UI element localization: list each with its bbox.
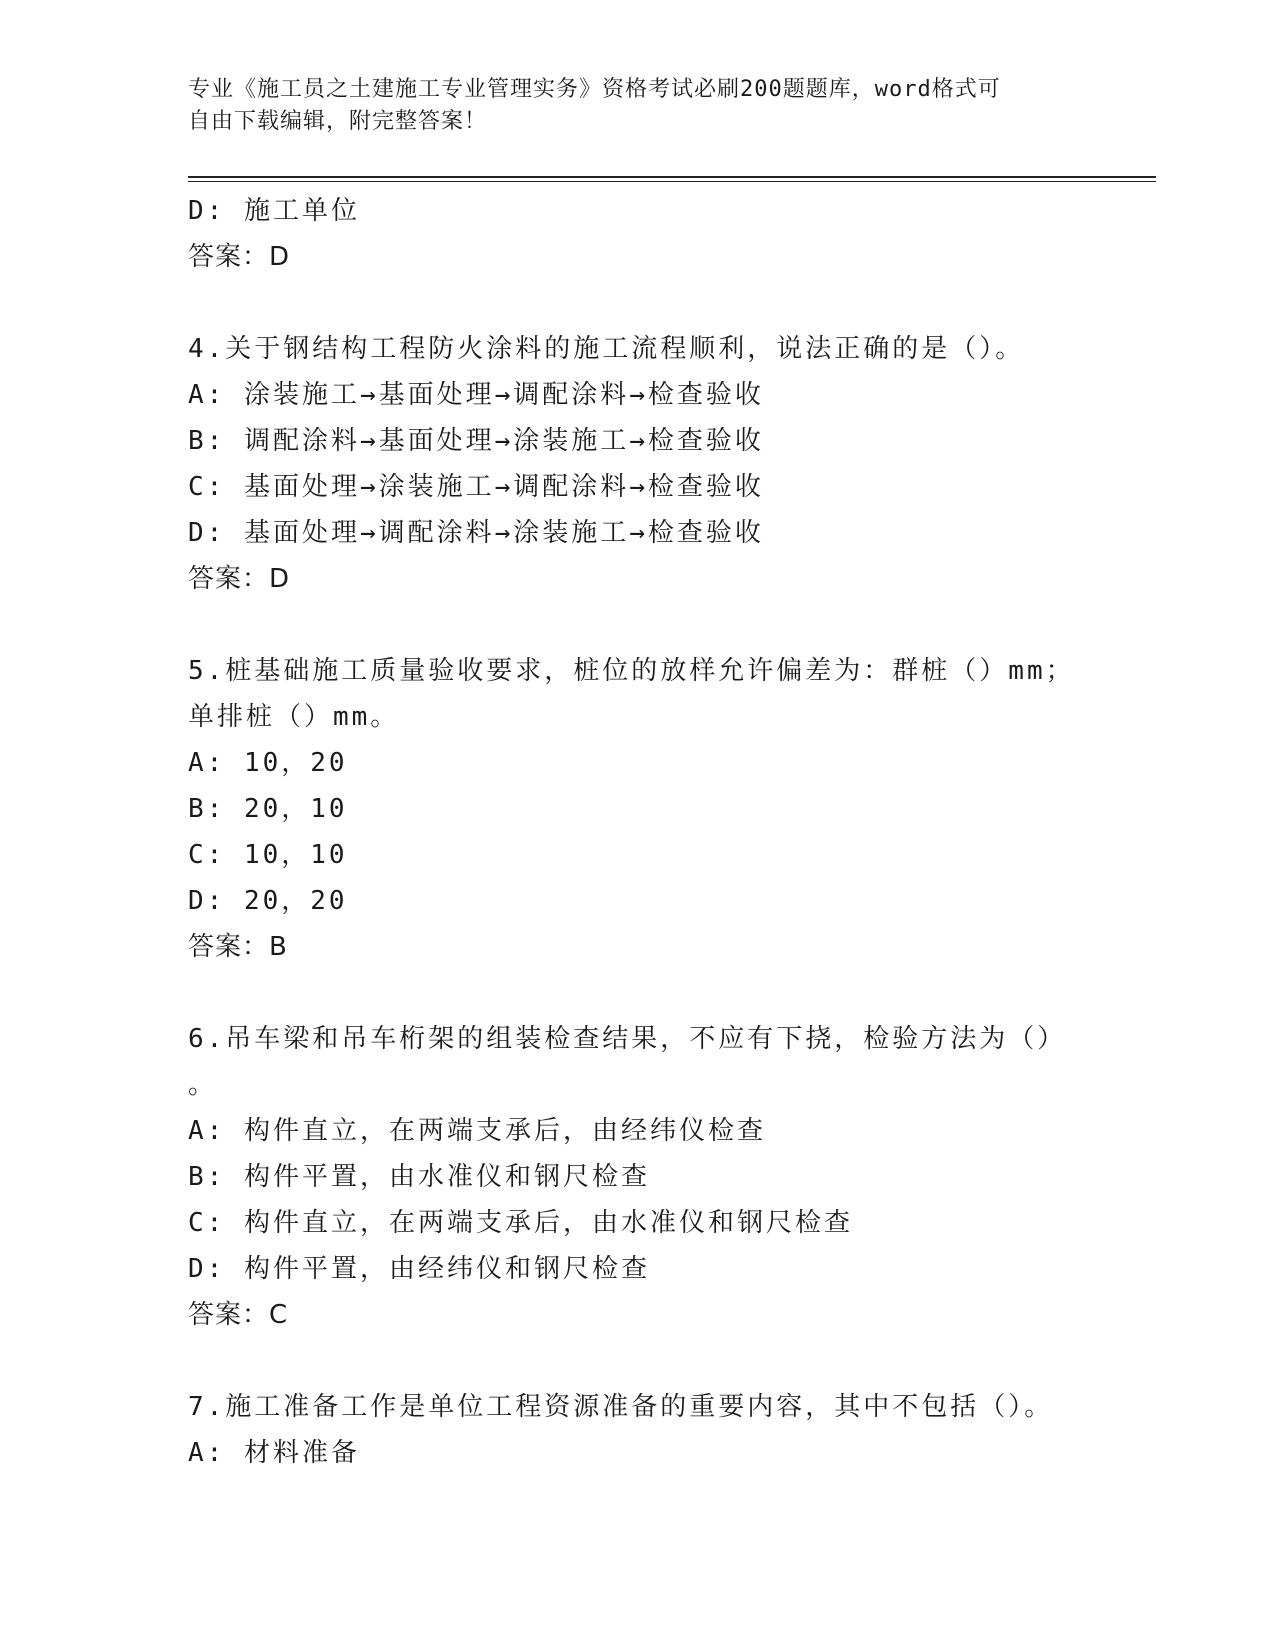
question-list [188,188,1148,1476]
option-b: B: 构件平置，由水准仪和钢尺检查 [188,1162,650,1192]
option-b: B: 调配涂料→基面处理→涂装施工→检查验收 [188,426,764,456]
header-title-line-2: 自由下载编辑，附完整答案！ [188,109,488,134]
question-3-tail [188,188,1148,280]
answer-line: 答案：C [188,1300,289,1330]
spacer [188,280,1148,326]
question-stem-line-1: 6.吊车梁和吊车桁架的组装检查结果，不应有下挠，检验方法为（） [188,1024,1067,1054]
option-a: A: 10，20 [188,748,348,778]
option-d: D: 20，20 [188,886,348,916]
option-a: A: 材料准备 [188,1438,360,1468]
question-stem-line-2: 单排桩（）mm。 [188,702,400,732]
option-d: D: 施工单位 [188,196,360,226]
header-title-line-1: 专业《施工员之土建施工专业管理实务》资格考试必刷200题题库，word格式可 [188,77,1001,102]
option-b: B: 20，10 [188,794,348,824]
page-header [188,74,1088,138]
question-7 [188,1384,1148,1476]
option-a: A: 涂装施工→基面处理→调配涂料→检查验收 [188,380,764,410]
option-d: D: 构件平置，由经纬仪和钢尺检查 [188,1254,650,1284]
option-d: D: 基面处理→调配涂料→涂装施工→检查验收 [188,518,764,548]
question-6 [188,1016,1148,1338]
header-divider-thick [188,176,1156,178]
spacer [188,602,1148,648]
question-5 [188,648,1148,970]
question-stem: 4.关于钢结构工程防火涂料的施工流程顺利，说法正确的是（）。 [188,334,1025,364]
option-a: A: 构件直立，在两端支承后，由经纬仪检查 [188,1116,766,1146]
header-divider-thin [188,181,1156,182]
question-stem-line-1: 5.桩基础施工质量验收要求，桩位的放样允许偏差为：群桩（）mm； [188,656,1075,686]
question-stem-line-2: 。 [188,1070,218,1100]
option-c: C: 构件直立，在两端支承后，由水准仪和钢尺检查 [188,1208,853,1238]
spacer [188,970,1148,1016]
question-4 [188,326,1148,602]
option-c: C: 基面处理→涂装施工→调配涂料→检查验收 [188,472,764,502]
spacer [188,1338,1148,1384]
answer-line: 答案：D [188,564,291,594]
answer-line: 答案：D [188,242,291,272]
question-stem: 7.施工准备工作是单位工程资源准备的重要内容，其中不包括（）。 [188,1392,1054,1422]
answer-line: 答案：B [188,932,288,962]
option-c: C: 10，10 [188,840,348,870]
